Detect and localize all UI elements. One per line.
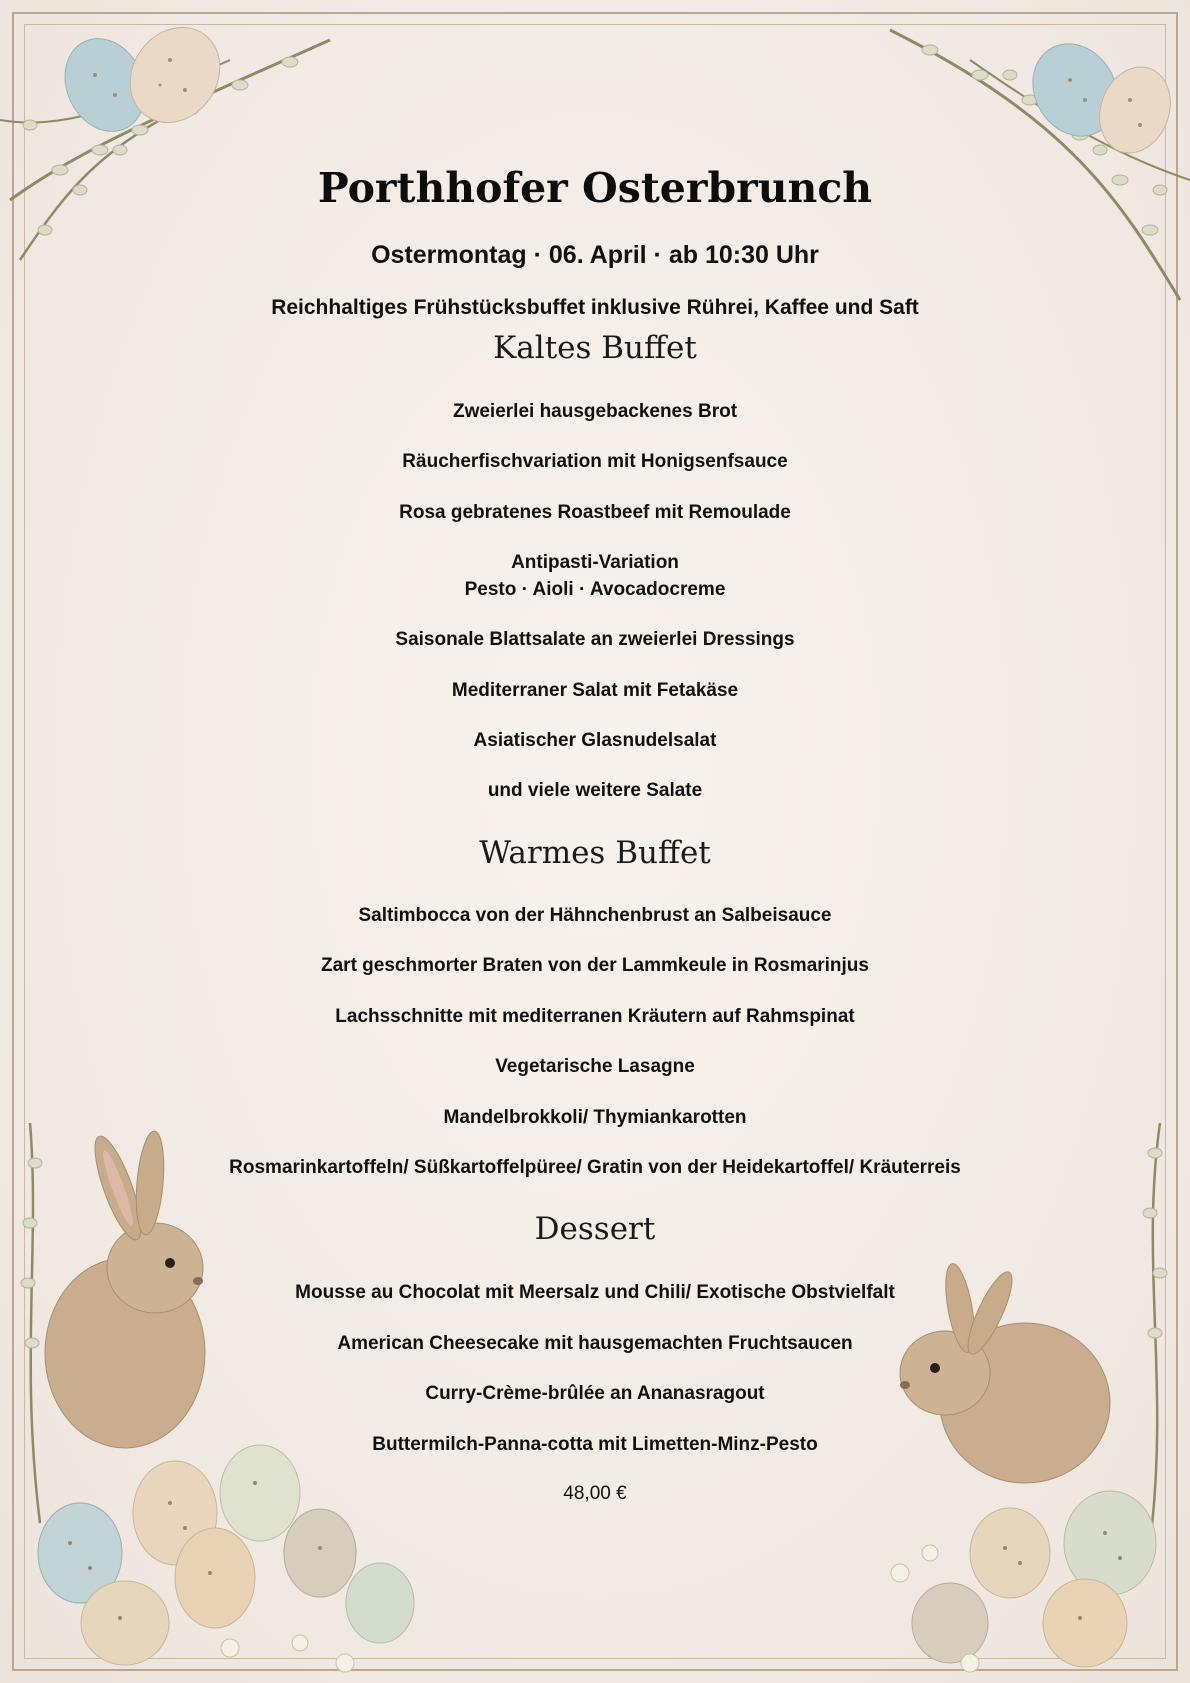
menu-item: und viele weitere Salate (487, 780, 703, 801)
menu-item: Lachsschnitte mit mediterranen Kräutern auf Rahmspinat (335, 1006, 855, 1027)
menu-item: Rosmarinkartoffeln/ Süßkartoffelpüree/ Gratin von der Heidekartoffel/ Kräuterreis (229, 1157, 961, 1178)
section-heading-dessert: Dessert (534, 1211, 656, 1247)
menu-item: Zart geschmorter Braten von der Lammkeule in Rosmarinjus (321, 955, 869, 976)
menu-title: Porthhofer Osterbrunch (317, 164, 873, 212)
menu-item: Saisonale Blattsalate an zweierlei Dressings (395, 629, 795, 650)
event-date-subtitle: Ostermontag · 06. April · ab 10:30 Uhr (371, 241, 819, 269)
menu-item: Mousse au Chocolat mit Meersalz und Chili/ Exotische Obstvielfalt (295, 1282, 895, 1303)
menu-item: American Cheesecake mit hausgemachten Fruchtsaucen (337, 1333, 853, 1354)
menu-item: Rosa gebratenes Roastbeef mit Remoulade (399, 502, 791, 523)
menu-item: Buttermilch-Panna-cotta mit Limetten-Minz-Pesto (372, 1434, 818, 1455)
section-heading-cold-buffet: Kaltes Buffet (493, 330, 697, 366)
menu-item: Mediterraner Salat mit Fetakäse (451, 680, 739, 701)
buffet-intro-text: Reichhaltiges Frühstücksbuffet inklusive Rührei, Kaffee und Saft (271, 296, 919, 319)
menu-item: Saltimbocca von der Hähnchenbrust an Salbeisauce (358, 905, 832, 926)
menu-item: Vegetarische Lasagne (495, 1056, 695, 1077)
menu-item: Mandelbrokkoli/ Thymiankarotten (443, 1107, 747, 1128)
menu-item: Pesto · Aioli · Avocadocreme (464, 579, 726, 600)
menu-item: Asiatischer Glasnudelsalat (473, 730, 717, 751)
section-heading-warm-buffet: Warmes Buffet (479, 835, 711, 871)
menu-item: Räucherfischvariation mit Honigsenfsauce (402, 451, 788, 472)
price-label: 48,00 € (563, 1483, 627, 1504)
menu-item: Antipasti-Variation (511, 552, 679, 573)
menu-item: Zweierlei hausgebackenes Brot (452, 401, 738, 422)
menu-item: Curry-Crème-brûlée an Ananasragout (425, 1383, 765, 1404)
top-right-easter-eggs-branches-icon (870, 0, 1190, 320)
